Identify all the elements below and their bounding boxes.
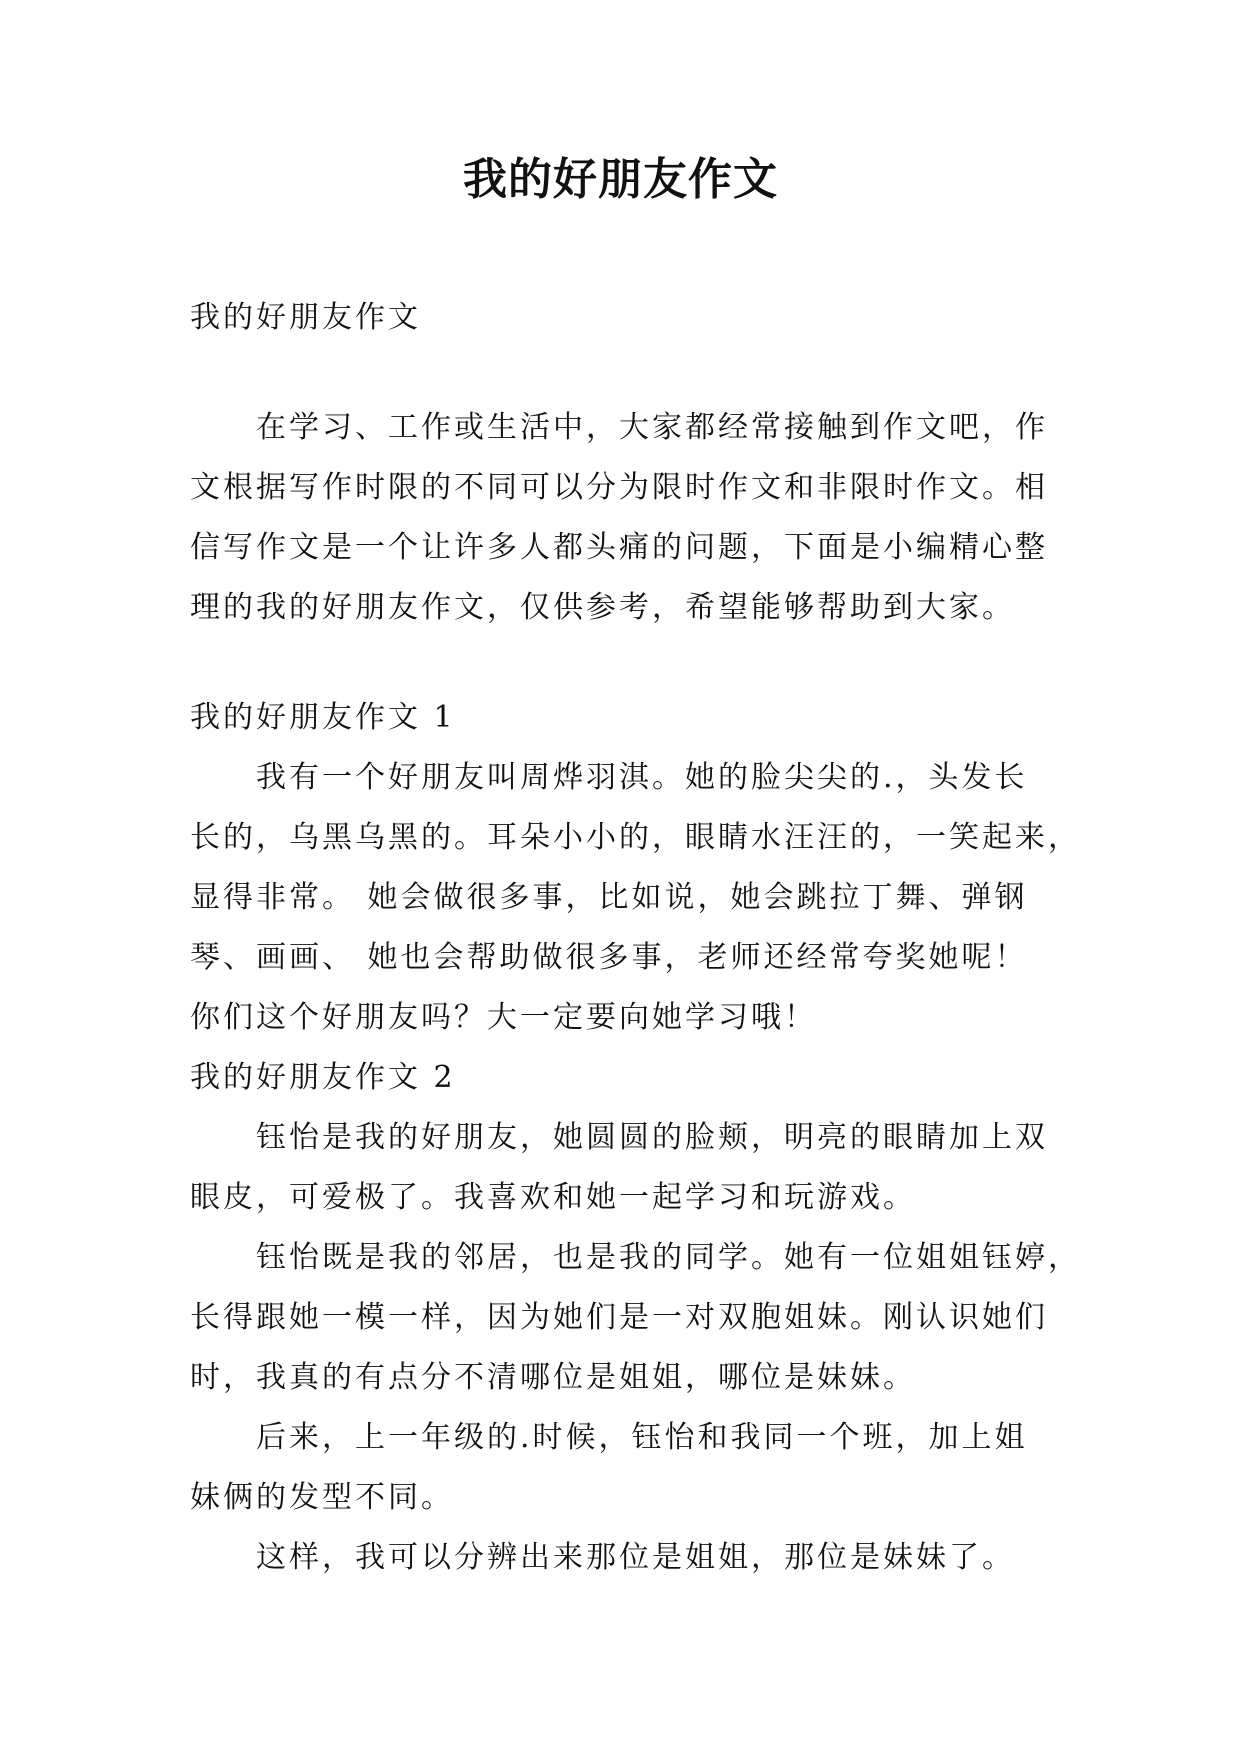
essay2-line: 妹俩的发型不同。: [190, 1480, 454, 1515]
intro-line: 理的我的好朋友作文，仅供参考，希望能够帮助到大家。: [190, 590, 1015, 625]
essay1-line: 我有一个好朋友叫周烨羽淇。她的脸尖尖的.，头发长: [256, 760, 1028, 795]
essay1-line: 琴、画画、 她也会帮助做很多事，老师还经常夸奖她呢！: [190, 940, 1028, 975]
essay2-paragraph: [190, 1108, 1050, 1228]
essay2-heading: 我的好朋友作文 2: [190, 1060, 456, 1095]
essay2-line: 这样，我可以分辨出来那位是姐姐，那位是妹妹了。: [256, 1540, 1015, 1575]
intro-line: 在学习、工作或生活中，大家都经常接触到作文吧，作: [256, 410, 1048, 445]
essay2-paragraph: [190, 1408, 1050, 1528]
essay1-paragraph: [190, 748, 1081, 1048]
essay2-line: 后来，上一年级的.时候，钰怡和我同一个班，加上姐: [256, 1420, 1028, 1455]
spacer: [190, 638, 1050, 688]
essay1-heading: 我的好朋友作文 1: [190, 700, 456, 735]
intro-line: 文根据写作时限的不同可以分为限时作文和非限时作文。相: [190, 470, 1048, 505]
intro-line: 信写作文是一个让许多人都头痛的问题，下面是小编精心整: [190, 530, 1048, 565]
essay2-paragraph: [190, 1528, 1050, 1588]
spacer: [190, 348, 1050, 398]
essay2-line: 时，我真的有点分不清哪位是姐姐，哪位是妹妹。: [190, 1360, 916, 1395]
essay2-line: 钰怡是我的好朋友，她圆圆的脸颊，明亮的眼睛加上双: [256, 1120, 1048, 1155]
essay2-line: 长得跟她一模一样，因为她们是一对双胞姐妹。刚认识她们: [190, 1300, 1048, 1335]
document-body: [190, 288, 1081, 1588]
essay1-line: 长的，乌黑乌黑的。耳朵小小的，眼睛水汪汪的，一笑起来，: [190, 820, 1081, 855]
document-subtitle: 我的好朋友作文: [190, 300, 421, 335]
essay2-paragraph: [190, 1228, 1081, 1408]
intro-paragraph: [190, 398, 1050, 638]
essay2-line: 钰怡既是我的邻居，也是我的同学。她有一位姐姐钰婷，: [256, 1240, 1081, 1275]
essay1-line: 显得非常。 她会做很多事，比如说，她会跳拉丁舞、弹钢: [190, 880, 1028, 915]
essay1-line: 你们这个好朋友吗？大一定要向她学习哦！: [190, 1000, 817, 1035]
essay2-line: 眼皮，可爱极了。我喜欢和她一起学习和玩游戏。: [190, 1180, 916, 1215]
document-title: 我的好朋友作文: [463, 154, 778, 205]
